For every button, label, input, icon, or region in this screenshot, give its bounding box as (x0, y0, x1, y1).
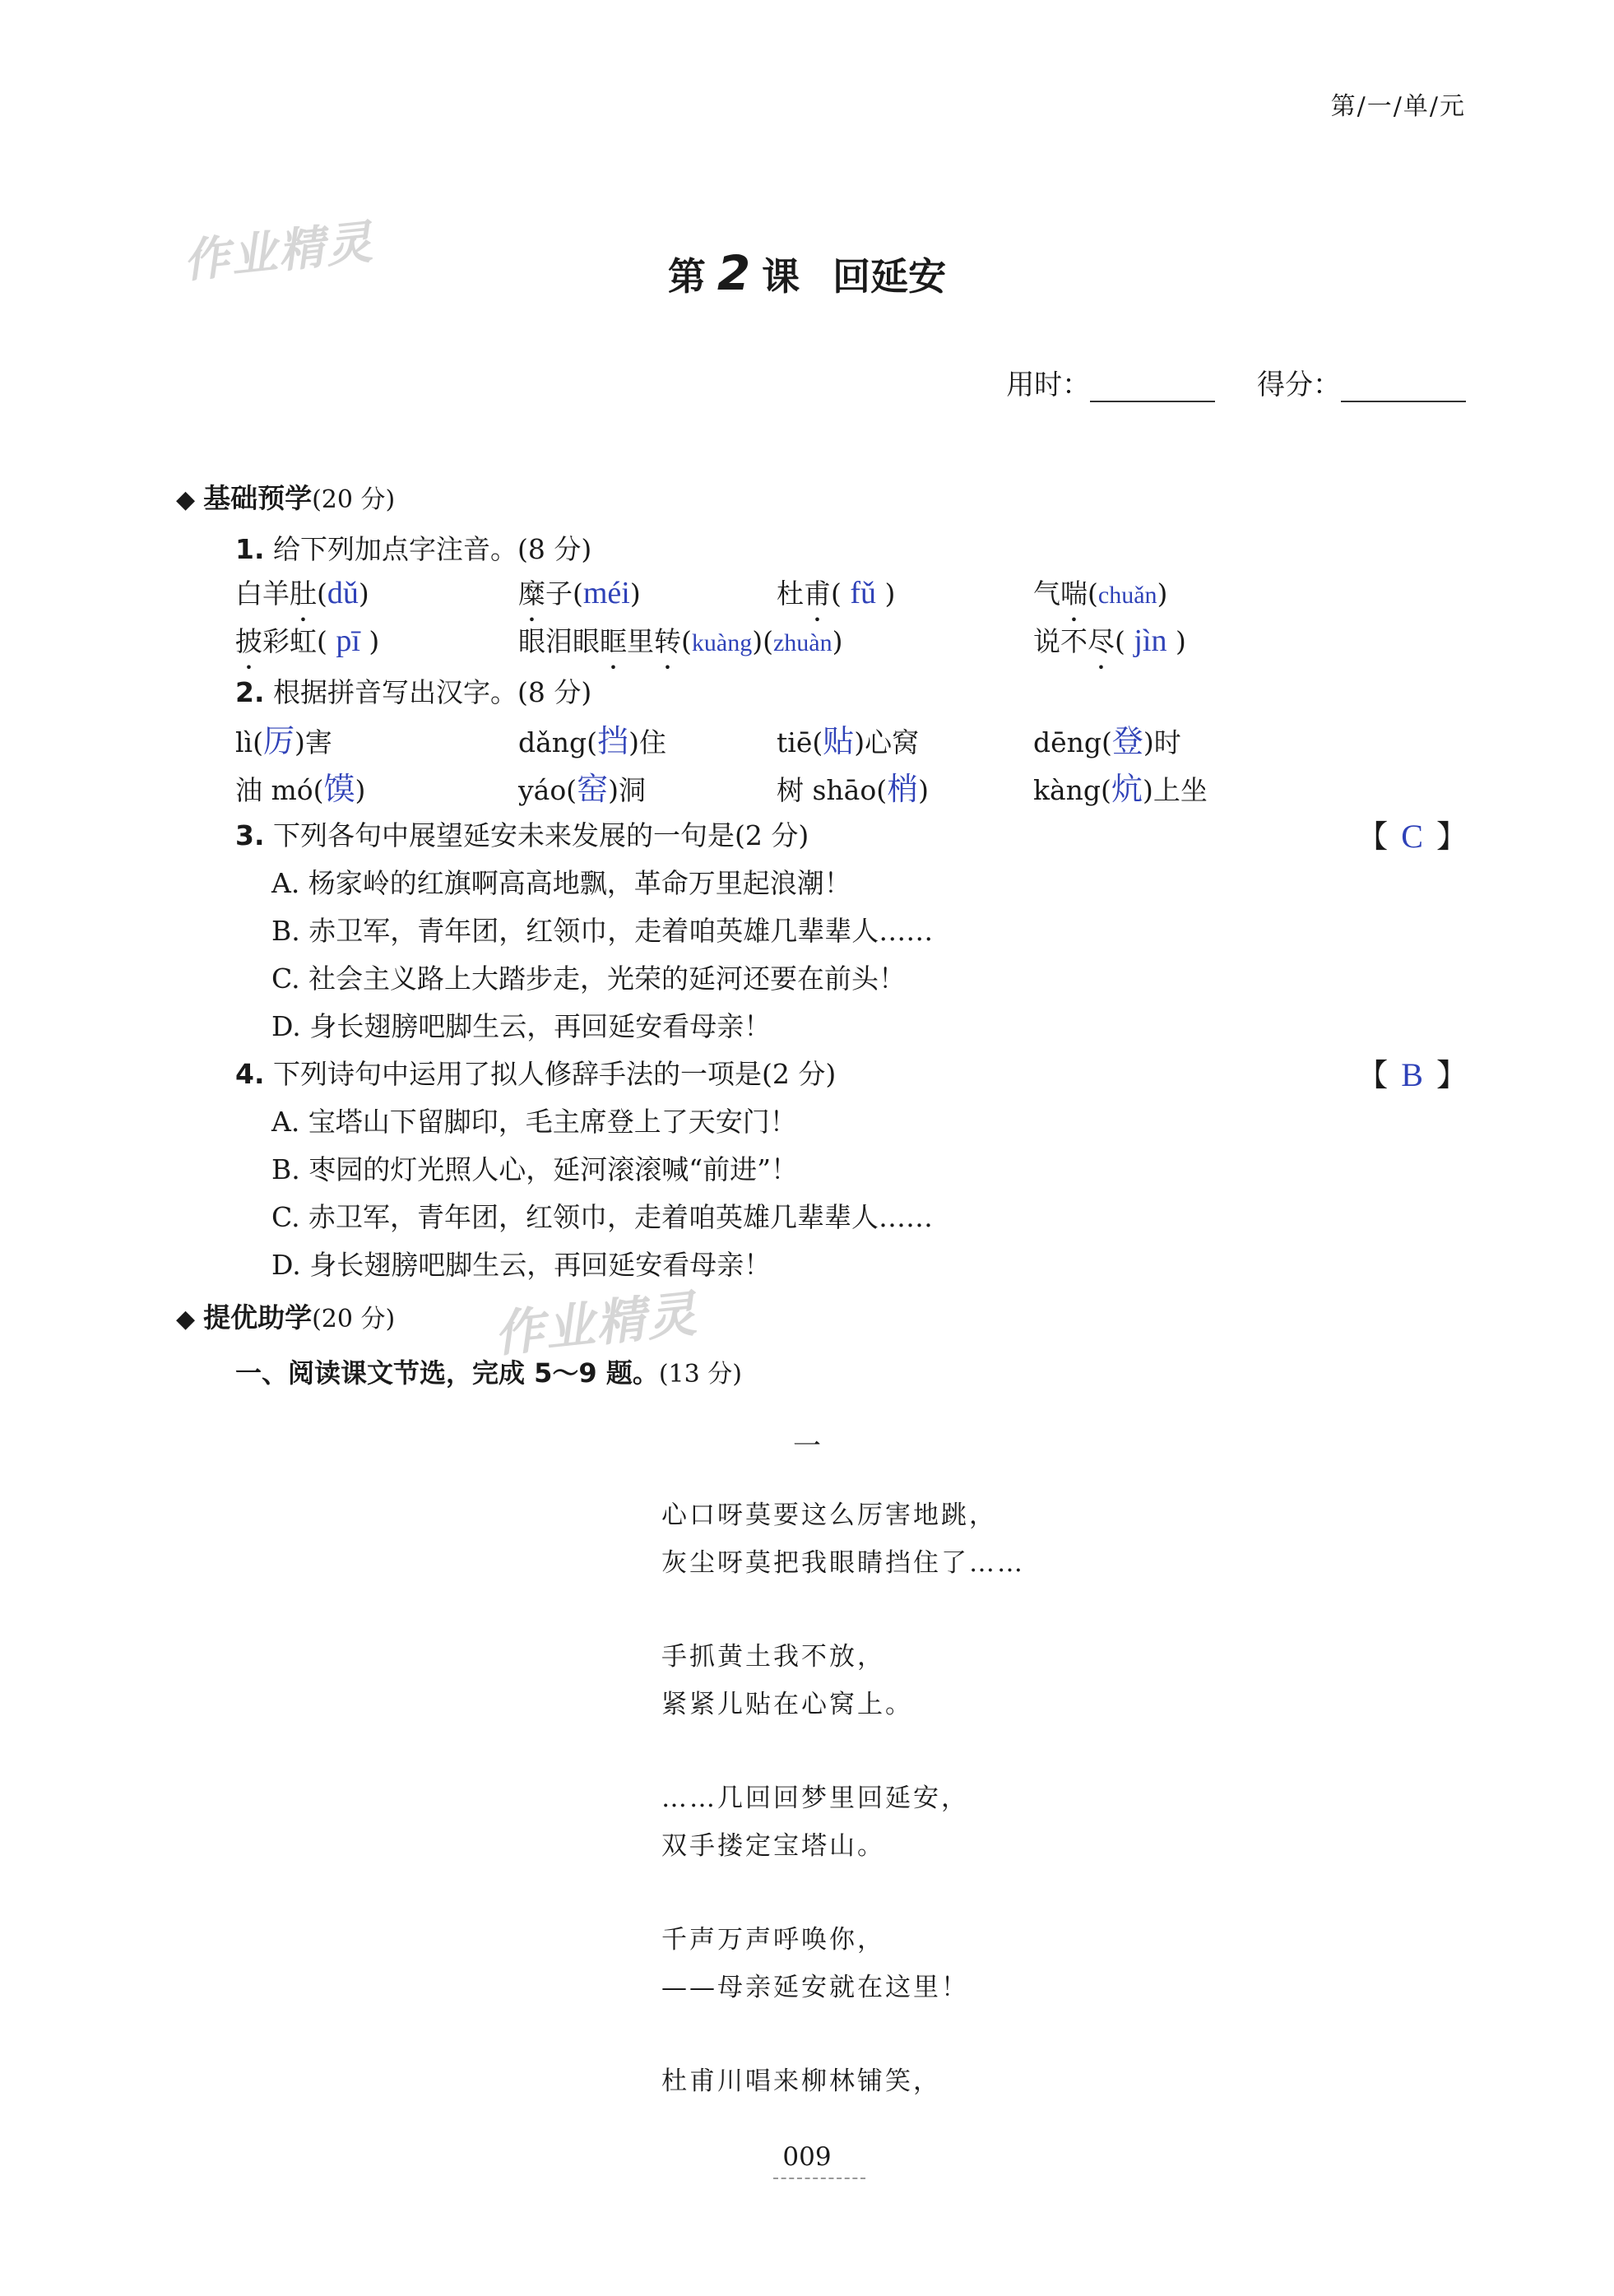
time-blank[interactable] (1090, 376, 1215, 402)
q1-item-3-pre: 杜 (777, 577, 804, 610)
section-basic-points: (20 分) (312, 485, 396, 514)
q1-item-6-post: 里 (627, 625, 654, 657)
q1-item-5-answer: pī (336, 624, 360, 658)
q1-item-1-dotted: 肚 (290, 577, 317, 610)
unit-header: 第/一/单/元 (1330, 92, 1466, 121)
watermark-logo: 作业精灵 (180, 216, 377, 289)
question-4-answer: B (1401, 1056, 1423, 1093)
bracket-right: 】 (1435, 1057, 1468, 1093)
q1-item-5-post: 彩虹 (262, 625, 317, 657)
q2-item-5-answer: 馍 (323, 772, 355, 807)
q2-item-2-post: )住 (628, 726, 666, 758)
q1-item-1: 白羊肚(dǔ) (235, 576, 369, 610)
q2-item-5-pre: 油 mó( (235, 774, 324, 806)
q1-item-7: 说不尽( jìn ) (1033, 624, 1186, 658)
q3-option-d: D. 身长翅膀吧脚生云，再回延安看母亲！ (271, 1010, 772, 1042)
q2-item-6 (518, 763, 646, 809)
q3-option-c: C. 社会主义路上大踏步走，光荣的延河还要在前头！ (271, 962, 907, 995)
q1-item-2-dotted: 糜 (518, 577, 545, 610)
q1-item-4-dotted: 喘 (1060, 577, 1088, 610)
q1-item-6-pre: 眼泪眼 (518, 625, 600, 657)
lesson-title (0, 245, 1614, 301)
reading-points: (13 分) (658, 1360, 742, 1389)
poem-line-5: ……几回回梦里回延安， (661, 1783, 969, 1813)
q4-option-c: C. 赤卫军，青年团，红领巾，走着咱英雄几辈辈人…… (271, 1201, 934, 1233)
q1-item-3-answer: fǔ (850, 576, 877, 610)
section-advanced-label: 提优助学 (203, 1301, 313, 1334)
page-number: 009 (782, 2142, 832, 2172)
lesson-suffix: 课 (762, 254, 800, 299)
lesson-prefix: 第 (667, 254, 706, 299)
q2-item-2-answer: 挡 (597, 725, 629, 759)
q1-item-7-dotted: 尽 (1088, 625, 1115, 657)
poem-line-6: 双手搂定宝塔山。 (661, 1831, 885, 1861)
q2-item-7-answer: 梢 (887, 772, 919, 807)
q2-item-4-post: )时 (1143, 726, 1181, 758)
q2-item-8-post: )上坐 (1142, 774, 1208, 806)
q2-item-7-pre: 树 shāo( (777, 774, 888, 806)
time-label: 用时： (1006, 369, 1091, 401)
question-3-number: 3. (235, 819, 265, 851)
poem-line-4: 紧紧儿贴在心窝上。 (661, 1690, 913, 1719)
poem-stanza-number: 一 (793, 1430, 821, 1463)
q2-item-1 (235, 716, 332, 761)
q2-item-8-pre: kàng( (1033, 774, 1111, 806)
section-basic-label: 基础预学 (203, 482, 313, 514)
q3-option-a: A. 杨家岭的红旗啊高高地飘，革命万里起浪潮！ (271, 867, 851, 899)
q4-option-b: B. 枣园的灯光照人心，延河滚滚喊“前进”！ (271, 1153, 798, 1185)
q1-item-4-pre: 气 (1033, 577, 1060, 610)
section-advanced-points: (20 分) (312, 1305, 396, 1334)
q2-item-1-pre: lì( (235, 726, 263, 758)
q4-option-a: A. 宝塔山下留脚印，毛主席登上了天安门！ (271, 1106, 797, 1138)
bracket-left: 【 (1357, 819, 1389, 855)
bracket-right: 】 (1435, 819, 1468, 855)
diamond-icon: ◆ (176, 485, 196, 514)
poem-line-9: 杜甫川唱来柳林铺笑， (661, 2066, 941, 2096)
q2-item-1-post: )害 (295, 726, 332, 758)
q2-item-3-answer: 贴 (823, 725, 855, 759)
lesson-number: 2 (717, 245, 751, 301)
question-3-answer: C (1401, 818, 1423, 855)
q2-item-8 (1033, 763, 1208, 809)
q2-item-2-pre: dǎng( (518, 726, 598, 758)
q1-item-2-answer: méi (582, 576, 630, 610)
q1-item-3-dotted: 甫 (804, 577, 831, 610)
q2-item-8-answer: 炕 (1111, 772, 1143, 807)
question-4-number: 4. (235, 1058, 265, 1090)
q1-item-6-dotted: 眶 (600, 625, 627, 657)
score-blank[interactable] (1341, 376, 1466, 402)
question-2-text: 根据拼音写出汉字。(8 分) (273, 676, 592, 708)
q2-item-3 (777, 716, 919, 761)
question-3-text: 下列各句中展望延安未来发展的一句是(2 分) (273, 819, 809, 851)
reading-title: 一、阅读课文节选，完成 5～9 题。 (235, 1357, 659, 1389)
poem-line-1: 心口呀莫要这么厉害地跳， (661, 1501, 997, 1530)
q2-item-7-post: ) (918, 774, 929, 806)
q2-item-3-post: )心窝 (854, 726, 920, 758)
q2-item-6-post: )洞 (608, 774, 646, 806)
q4-option-d: D. 身长翅膀吧脚生云，再回延安看母亲！ (271, 1249, 772, 1281)
q2-item-5-post: ) (355, 774, 366, 806)
lesson-name: 回延安 (833, 254, 947, 299)
page-number-underline (773, 2178, 865, 2179)
question-1 (235, 528, 591, 567)
section-advanced-title (176, 1296, 395, 1335)
q1-item-7-answer: jìn (1134, 624, 1167, 658)
q1-item-1-answer: dǔ (327, 576, 359, 610)
q3-option-b: B. 赤卫军，青年团，红领巾，走着咱英雄几辈辈人…… (271, 915, 934, 947)
question-4 (235, 1053, 836, 1092)
q2-item-6-answer: 窑 (577, 772, 609, 807)
q1-item-6: 眼泪眼眶里转(kuàng)(zhuàn) (518, 625, 843, 657)
q1-item-6-answer-2: zhuàn (772, 629, 833, 656)
q1-item-3: 杜甫( fǔ ) (777, 576, 896, 610)
q1-item-2-post: 子 (545, 577, 573, 610)
q2-item-3-pre: tiē( (777, 726, 823, 758)
q1-item-5: 披彩虹( pī ) (235, 624, 380, 658)
q1-item-7-pre: 说不 (1033, 625, 1088, 657)
poem-line-8: ——母亲延安就在这里！ (661, 1973, 969, 2002)
poem-line-3: 手抓黄土我不放， (661, 1642, 885, 1672)
section-basic-title (176, 477, 395, 516)
q2-item-1-answer: 厉 (262, 725, 295, 759)
q1-item-2: 糜子(méi) (518, 576, 641, 610)
q2-item-4-pre: dēng( (1033, 726, 1112, 758)
question-4-text: 下列诗句中运用了拟人修辞手法的一项是(2 分) (273, 1058, 837, 1090)
diamond-icon: ◆ (176, 1305, 196, 1334)
q2-item-5 (235, 763, 365, 809)
q1-item-4-answer: chuǎn (1097, 582, 1157, 609)
score-label: 得分： (1257, 369, 1341, 401)
q2-item-6-pre: yáo( (518, 774, 577, 806)
question-3-answer-box (1357, 811, 1468, 856)
question-1-number: 1. (235, 533, 265, 565)
question-4-answer-box (1357, 1050, 1468, 1095)
question-2 (235, 671, 591, 710)
q1-item-4: 气喘(chuǎn) (1033, 577, 1168, 610)
score-line (1006, 362, 1466, 402)
watermark-logo-2: 作业精灵 (491, 1285, 701, 1364)
q1-item-1-pre: 白羊 (235, 577, 290, 610)
q1-item-6-dotted-2: 转 (654, 625, 681, 657)
q2-item-7 (777, 763, 929, 809)
bracket-left: 【 (1357, 1057, 1389, 1093)
reading-instruction (235, 1352, 742, 1390)
question-1-text: 给下列加点字注音。(8 分) (273, 533, 592, 565)
poem-line-7: 千声万声呼唤你， (661, 1925, 885, 1955)
poem-line-2: 灰尘呀莫把我眼睛挡住了…… (661, 1548, 1025, 1578)
question-3 (235, 814, 809, 853)
q2-item-2 (518, 716, 666, 761)
q2-item-4 (1033, 716, 1181, 761)
q1-item-5-dotted: 披 (235, 625, 262, 657)
q1-item-6-answer: kuàng (691, 629, 753, 656)
q2-item-4-answer: 登 (1111, 725, 1143, 759)
question-2-number: 2. (235, 676, 265, 708)
